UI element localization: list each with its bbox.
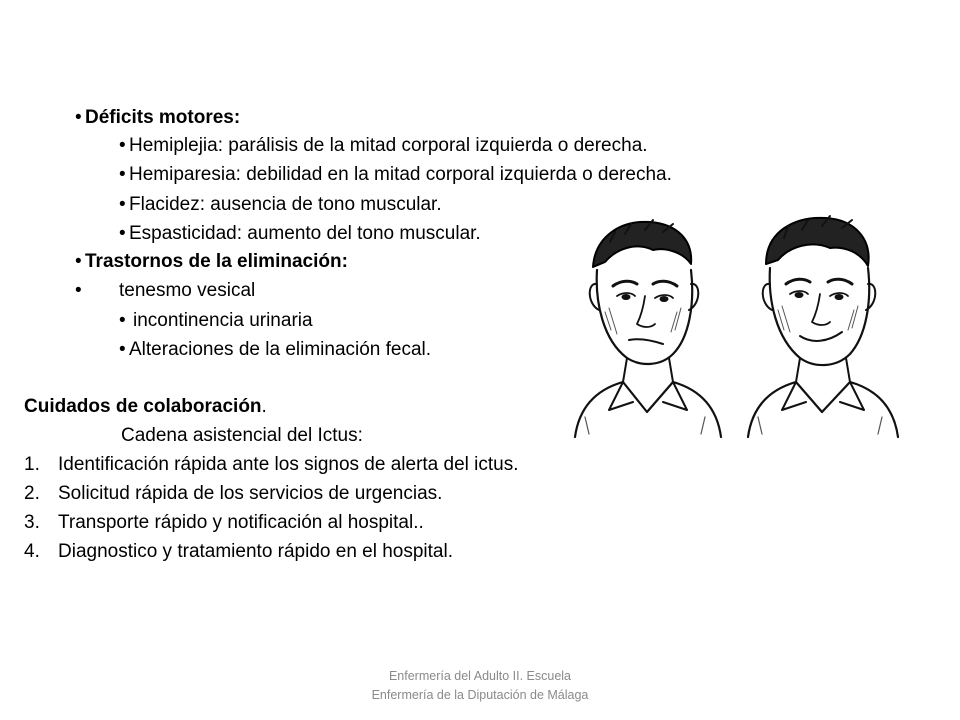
bullet-icon: • [75,251,82,272]
motor-item: • Flacidez: ausencia de tono muscular. [119,194,442,215]
care-step: 1. Identificación rápida ante los signos de alerta del ictus. [24,454,519,475]
care-heading: Cuidados de colaboración. [24,396,267,417]
bullet-icon: • [119,310,126,331]
footer [280,667,680,705]
bullet-icon: • [119,223,126,244]
motor-item: • Espasticidad: aumento del tono muscular. [119,223,481,244]
elimination-item: • Alteraciones de la eliminación fecal. [119,339,432,360]
motor-item: • Hemiplejia: parálisis de la mitad corporal izquierda o derecha. [119,135,648,156]
faces-illustration [565,212,905,442]
care-subheading: Cadena asistencial del Ictus: [121,425,363,446]
elimination-item: • tenesmo vesical [75,280,256,301]
footer-line: Enfermería del Adulto II. Escuela [388,669,572,683]
care-step: 3. Transporte rápido y notificación al hospital.. [24,512,424,533]
bullet-icon: • [119,194,126,215]
bullet-icon: • [119,339,126,360]
face-right [748,216,898,437]
bullet-icon: • [119,164,126,185]
bullet-icon: • [75,280,82,301]
care-step: 4. Diagnostico y tratamiento rápido en el hospital. [24,541,454,562]
bullet-icon: • [75,107,82,128]
bullet-icon: • [119,135,126,156]
face-left [575,220,721,437]
elimination-heading: • Trastornos de la eliminación: [75,251,348,272]
footer-line: Enfermería de la Diputación de Málaga [371,688,589,702]
care-step: 2. Solicitud rápida de los servicios de urgencias. [24,483,443,504]
elimination-item: • incontinencia urinaria [119,310,313,331]
motor-heading: • Déficits motores: [75,107,241,128]
motor-item: • Hemiparesia: debilidad en la mitad corporal izquierda o derecha. [119,164,672,185]
